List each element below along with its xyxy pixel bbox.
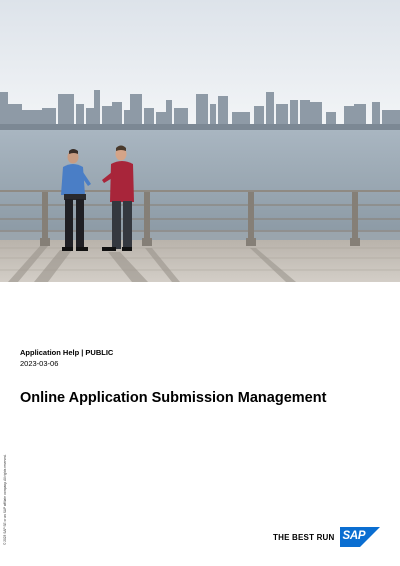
document-category: Application Help | PUBLIC	[20, 348, 114, 357]
document-meta	[20, 347, 113, 369]
document-title: Online Application Submission Management	[20, 390, 327, 406]
document-date: 2023-03-06	[20, 359, 59, 368]
cover-photo	[0, 0, 400, 282]
sap-logo	[340, 527, 380, 547]
copyright-notice: © 2023 SAP SE or an SAP affiliate company. All rights reserved.	[3, 454, 7, 545]
sap-logo-text: SAP	[342, 530, 366, 542]
brand-footer	[273, 527, 380, 547]
brand-tagline: THE BEST RUN	[273, 532, 335, 542]
